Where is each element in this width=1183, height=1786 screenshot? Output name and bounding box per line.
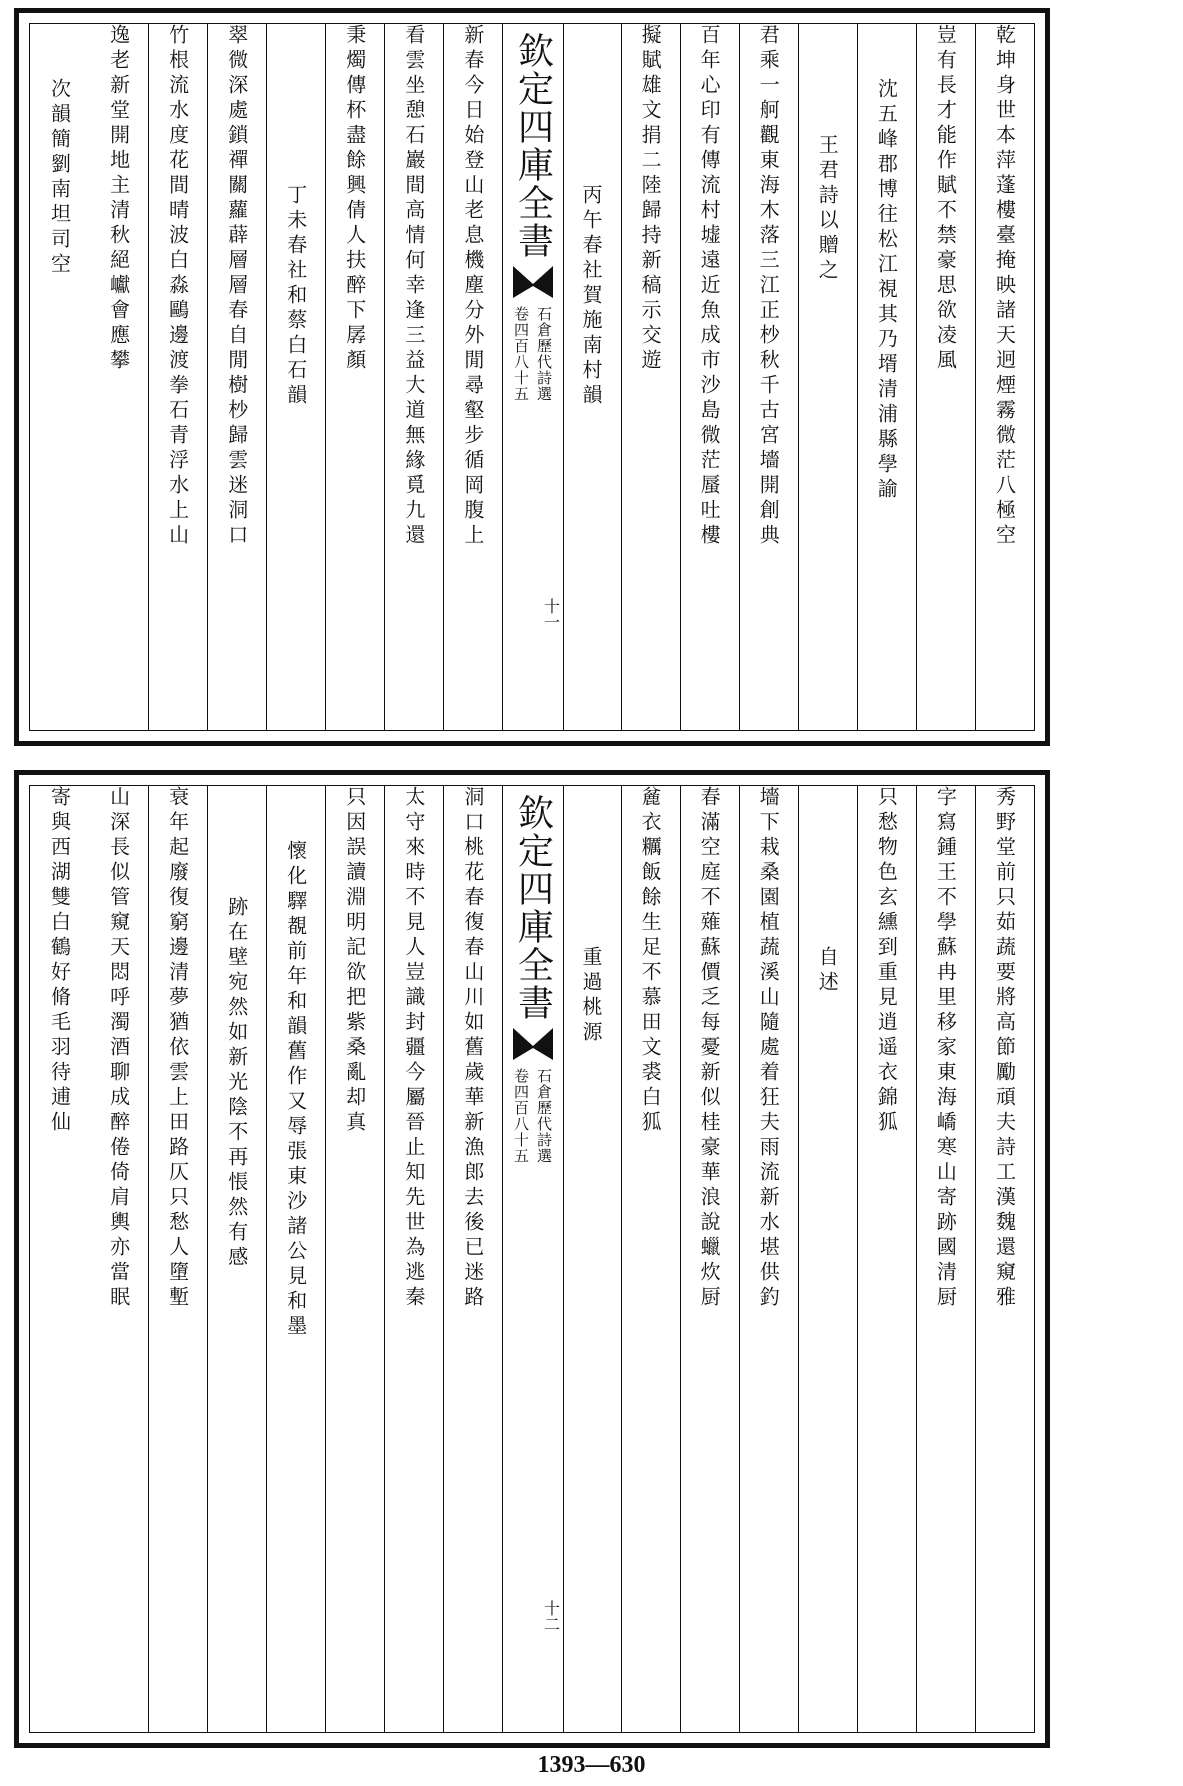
- lower-page: [14, 770, 1050, 1748]
- page-banner: [502, 24, 563, 730]
- volume-number: 卷四百八十五: [511, 306, 530, 402]
- fishtail-ornament-icon: [511, 1026, 555, 1062]
- upper-page-grid: [29, 23, 1035, 731]
- verse-line: 麄衣糲飯餘生足不慕田文裘白狐: [638, 786, 663, 1136]
- verse-line: 只愁物色玄纁到重見逍遥衣錦狐: [874, 786, 899, 1136]
- banner-title: 欽定四庫全書: [512, 794, 554, 1022]
- verse-line: 自述: [815, 946, 840, 996]
- text-column: [562, 24, 622, 730]
- verse-line: 跡在壁宛然如新光陰不再悵然有感: [224, 896, 249, 1271]
- verse-line: 寄與西湖雙白鶴好脩毛羽待逋仙: [47, 786, 72, 1136]
- verse-line: 翠微深處鎖禪關蘿薜層層春自閒樹杪歸雲迷洞口: [224, 24, 249, 549]
- text-column: [857, 24, 917, 730]
- text-column: [798, 24, 858, 730]
- page-code: 1393—630: [537, 1752, 646, 1778]
- text-column: [207, 24, 267, 730]
- folio-number: 十二: [541, 1600, 561, 1632]
- verse-line: 衰年起廢復窮邊清夢猶依雲上田路仄只愁人墮塹: [165, 786, 190, 1311]
- text-column: [680, 24, 740, 730]
- text-column: [207, 786, 267, 1732]
- text-column: [975, 24, 1035, 730]
- text-column: [621, 24, 681, 730]
- fishtail-ornament-icon: [511, 264, 555, 300]
- text-column: [916, 24, 976, 730]
- text-column: [30, 24, 89, 730]
- collection-title: 石倉歷代詩選: [534, 306, 553, 402]
- verse-line: 逸老新堂開地主清秋絕巘會應攀: [106, 24, 131, 374]
- verse-line: 王君詩以贈之: [815, 134, 840, 284]
- lower-page-grid: [29, 785, 1035, 1733]
- text-column: [739, 786, 799, 1732]
- folio-number: 十一: [541, 598, 561, 630]
- collection-title: 石倉歷代詩選: [534, 1068, 553, 1164]
- verse-line: 竹根流水度花間晴波白淼鷗邊渡拳石青浮水上山: [165, 24, 190, 549]
- verse-line: 丙午春社賀施南村韻: [579, 184, 604, 409]
- text-column: [89, 24, 149, 730]
- text-column: [30, 786, 89, 1732]
- text-column: [384, 786, 444, 1732]
- verse-line: 山深長似管窺天悶呼濁酒聊成醉倦倚肩輿亦當眠: [106, 786, 131, 1311]
- verse-line: 墻下栽桑園植蔬溪山隨處着狂夫雨流新水堪供釣: [756, 786, 781, 1311]
- text-column: [443, 786, 503, 1732]
- text-column: [857, 786, 917, 1732]
- text-column: [89, 786, 149, 1732]
- verse-line: 字寫鍾王不學蘇冉里移家東海嶠寒山寄跡國清厨: [933, 786, 958, 1311]
- text-column: [916, 786, 976, 1732]
- text-column: [798, 786, 858, 1732]
- text-column: [621, 786, 681, 1732]
- banner-subtitle: [511, 1068, 555, 1164]
- verse-line: 豈有長才能作賦不禁豪思欲凌風: [933, 24, 958, 374]
- verse-line: 丁未春社和蔡白石韻: [283, 184, 308, 409]
- text-column: [266, 786, 326, 1732]
- text-column: [148, 24, 208, 730]
- verse-line: 看雲坐憩石巖間高情何幸逢三益大道無緣覓九還: [401, 24, 426, 549]
- verse-line: 次韻簡劉南坦司空: [47, 78, 72, 278]
- text-column: [384, 24, 444, 730]
- verse-line: 百年心印有傳流村墟遠近魚成市沙島微茫蜃吐樓: [697, 24, 722, 549]
- text-column: [266, 24, 326, 730]
- verse-line: 懷化驛覩前年和韻舊作又辱張東沙諸公見和墨: [283, 840, 308, 1340]
- volume-number: 卷四百八十五: [511, 1068, 530, 1164]
- upper-page: [14, 8, 1050, 746]
- verse-line: 洞口桃花春復春山川如舊歲華新漁郎去後已迷路: [460, 786, 485, 1311]
- verse-line: 秀野堂前只茹蔬要將高節勵頑夫詩工漢魏還窺雅: [992, 786, 1017, 1311]
- page-banner: [502, 786, 563, 1732]
- verse-line: 秉燭傳杯盡餘興倩人扶醉下孱顏: [342, 24, 367, 374]
- verse-line: 沈五峰郡博往松江視其乃壻清浦縣學諭: [874, 78, 899, 503]
- text-column: [562, 786, 622, 1732]
- verse-line: 重過桃源: [579, 946, 604, 1046]
- verse-line: 只因誤讀淵明記欲把紫桑亂却真: [342, 786, 367, 1136]
- text-column: [975, 786, 1035, 1732]
- verse-line: 春滿空庭不薙蘇價乏每憂新似桂豪華浪說蠟炊厨: [697, 786, 722, 1311]
- verse-line: 君乘一舸觀東海木落三江正杪秋千古宮墻開創典: [756, 24, 781, 549]
- banner-subtitle: [511, 306, 555, 402]
- text-column: [325, 786, 385, 1732]
- verse-line: 擬賦雄文捐二陸歸持新稿示交遊: [638, 24, 663, 374]
- text-column: [739, 24, 799, 730]
- verse-line: 乾坤身世本萍蓬樓臺掩映諸天迥煙霧微茫八極空: [992, 24, 1017, 549]
- text-column: [443, 24, 503, 730]
- text-column: [325, 24, 385, 730]
- text-column: [680, 786, 740, 1732]
- text-column: [148, 786, 208, 1732]
- verse-line: 新春今日始登山老息機塵分外閒尋壑步循岡腹上: [460, 24, 485, 549]
- banner-title: 欽定四庫全書: [512, 32, 554, 260]
- verse-line: 太守來時不見人豈識封疆今屬晉止知先世為逃秦: [401, 786, 426, 1311]
